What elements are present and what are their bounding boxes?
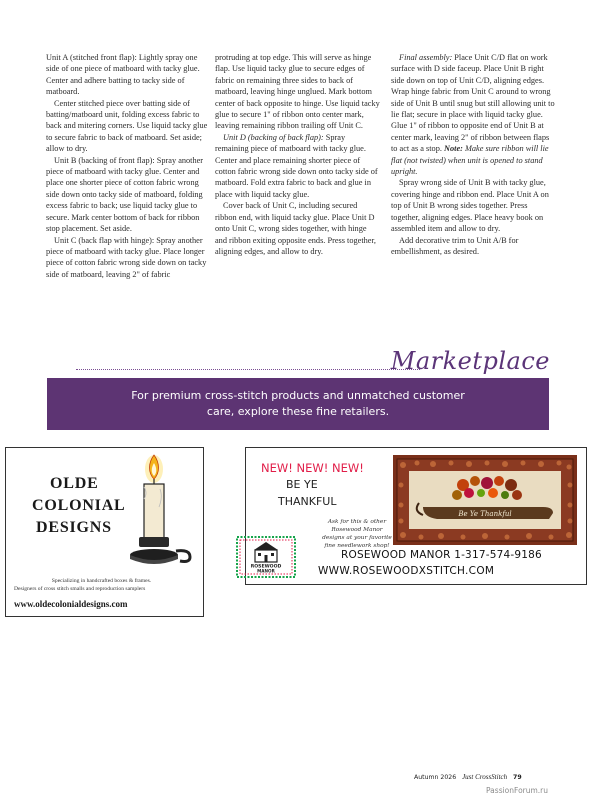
paragraph-decorative-trim: Add decorative trim to Unit A/B for embellishment, as desired. bbox=[391, 235, 519, 256]
ad-rosewood-manor[interactable] bbox=[245, 447, 587, 585]
sampler-image bbox=[393, 455, 577, 545]
paragraph-unit-d bbox=[215, 132, 380, 200]
logo-text-line-2: MANOR bbox=[257, 568, 275, 574]
note-label: Note: bbox=[444, 144, 463, 154]
ad-ask-line-3: designs at your favorite bbox=[322, 535, 392, 541]
paragraph-spray-unit-b: Spray wrong side of Unit B with tacky glue, covering hinge and ribbon end. Place Unit A on top of Unit B wrong sides together. Press together, aligning edges. Place heavy book on assembled item and allow to dry. bbox=[391, 178, 549, 234]
ad-be-ye-label: BE YE bbox=[286, 478, 318, 491]
ad-title-line-3: DESIGNS bbox=[36, 519, 112, 536]
marketplace-banner bbox=[47, 378, 549, 430]
marketplace-title: Marketplace bbox=[390, 347, 550, 375]
ad-title-line-1: OLDE bbox=[50, 475, 99, 492]
article-column-1 bbox=[46, 52, 211, 280]
candlestick-icon bbox=[126, 451, 198, 571]
ad-new-label: NEW! NEW! NEW! bbox=[261, 461, 364, 475]
unit-d-heading: Unit D (backing of back flap): bbox=[223, 132, 324, 142]
paragraph-unit-c: Unit C (back flap with hinge): Spray another piece of matboard with tacky glue. Place longer piece of cotton fabric wrong side down on tacky side of matboard, leaving 2" of fabric bbox=[46, 235, 207, 279]
paragraph-cover-back: Cover back of Unit C, including secured ribbon end, with liquid tacky glue. Place Unit D onto Unit C, wrong sides together, with hinge and ribbon exiting opposite ends. Press together, aligning edges, and allow to dry. bbox=[215, 201, 376, 256]
ad-title-line-2: COLONIAL bbox=[32, 497, 126, 514]
ad-ask-line-2: Rosewood Manor bbox=[331, 527, 383, 533]
marketplace-header bbox=[76, 347, 550, 375]
article-column-3 bbox=[391, 52, 556, 257]
ad-ask-line-4: fine needlework shop! bbox=[324, 543, 390, 549]
article-column-2 bbox=[215, 52, 380, 257]
ad-website-link[interactable]: www.oldecolonialdesigns.com bbox=[14, 599, 128, 609]
rosewood-logo bbox=[236, 536, 296, 578]
banner-line-1: For premium cross-stitch products and unmatched customer bbox=[131, 389, 465, 402]
ad-olde-colonial[interactable] bbox=[5, 447, 204, 617]
paragraph-unit-b: Unit B (backing of front flap): Spray another piece of matboard with tacky glue. Center and place one shorter piece of cotton fabric wrong side down onto tacky side of matboard, folding excess fabric to back; use liquid tacky glue to secure. Mark center bottom of back for ribbon stop placement. Set aside. bbox=[46, 155, 204, 234]
paragraph-unit-a: Unit A (stitched front flap): Lightly spray one side of one piece of matboard with tacky glue. Center and adhere batting to tacky side of matboard. bbox=[46, 53, 200, 97]
ad-ask-line-1: Ask for this & other bbox=[327, 519, 387, 525]
ad-phone: ROSEWOOD MANOR 1-317-574-9186 bbox=[341, 549, 542, 561]
ad-description bbox=[14, 578, 189, 593]
ad-thankful-label: THANKFUL bbox=[278, 495, 337, 508]
footer-magazine: Just CrossStitch bbox=[462, 773, 508, 781]
sampler-caption: Be Ye Thankful bbox=[458, 510, 512, 518]
paragraph-center-stitched: Center stitched piece over batting side of batting/matboard unit, folding excess fabric to back and mitering corners. Use liquid tacky glue to secure fabric to back of matboard. Set aside; allow to dry. bbox=[46, 98, 208, 154]
paragraph-final-assembly bbox=[391, 52, 556, 177]
ad-designers-line: Designers of cross stitch smalls and reproduction samplers bbox=[14, 585, 146, 592]
final-assembly-heading: Final assembly: bbox=[399, 53, 453, 62]
logo-text-line-1: ROSEWOOD bbox=[250, 564, 282, 570]
footer-season: Autumn 2026 bbox=[414, 774, 457, 781]
note-text: Make sure ribbon will lie flat (not twisted) when unit is opened to stand upright. bbox=[391, 144, 549, 177]
dotted-divider bbox=[76, 369, 420, 370]
watermark: PassionForum.ru bbox=[486, 786, 549, 795]
ad-ask-text bbox=[312, 518, 402, 550]
unit-d-text: Spray remaining piece of matboard with tacky glue. Center and place remaining shorter piece of cotton fabric wrong side down onto tacky side of matboard. Fold extra fabric to back and glue in place with liquid tacky glue. bbox=[215, 132, 378, 199]
page-footer bbox=[414, 773, 522, 781]
ad-tagline: Specializing in handcrafted boxes & frames. bbox=[51, 578, 152, 584]
final-assembly-text: Place Unit C/D flat on work surface with D side faceup. Place Unit B right side down on top of Unit C/D, aligning edges. Wrap hinge fabric from Unit C around to wrong side of Unit B until snug but still allowing unit to lie flat; secure in place with liquid tacky glue. Glue 1" of ribbon to opposite end of Unit B at center mark, leaving 2" of ribbon between flaps to act as a stop. bbox=[391, 53, 555, 154]
page-number: 79 bbox=[513, 774, 522, 781]
paragraph-hinge: protruding at top edge. This will serve as hinge flap. Use liquid tacky glue to secure edges of fabric on remaining three sides to back of matboard, leaving hinge unglued. Mark bottom center of back opposite to hinge. Use liquid tacky glue to secure 1" of ribbon onto center mark, leaving remaining ribbon trailing off Unit C. bbox=[215, 53, 380, 131]
ad-website-link[interactable]: WWW.ROSEWOODXSTITCH.COM bbox=[318, 565, 495, 577]
banner-line-2: care, explore these fine retailers. bbox=[206, 405, 390, 418]
